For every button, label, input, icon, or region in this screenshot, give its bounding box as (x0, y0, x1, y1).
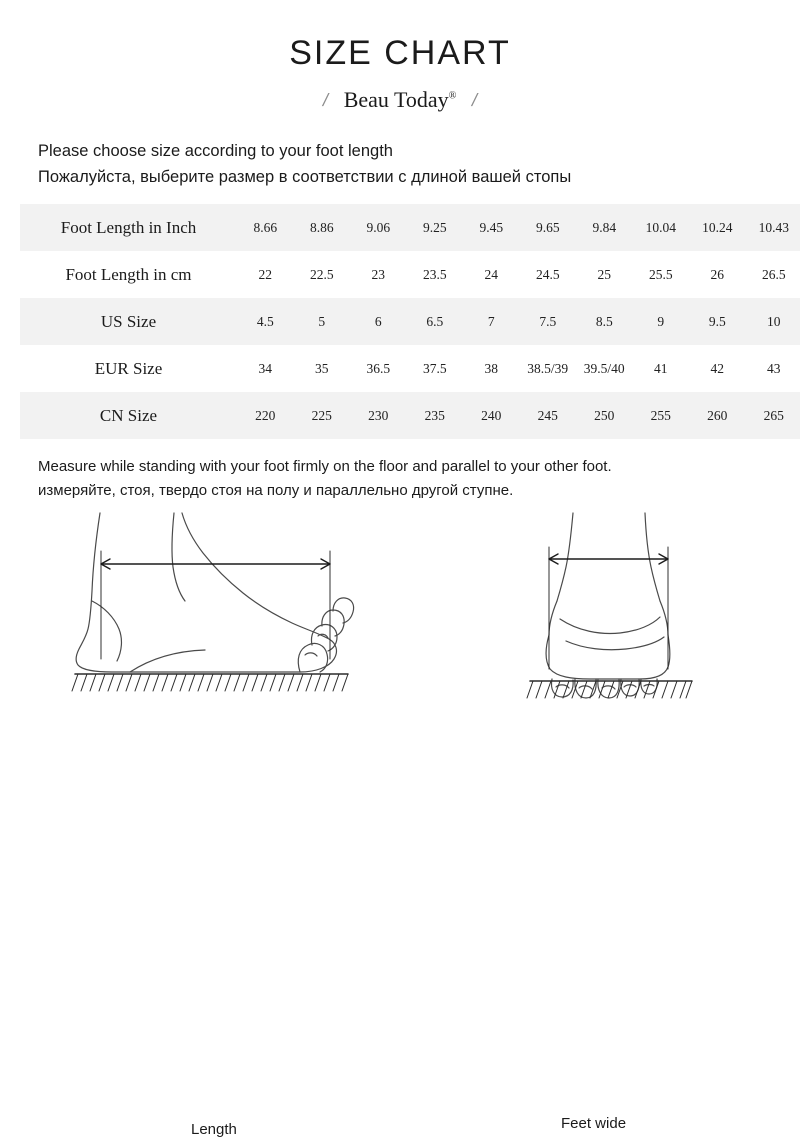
slash-left-icon: / (320, 90, 329, 111)
table-cell: 10.43 (746, 204, 800, 251)
front-view-foot-outline (546, 513, 670, 698)
table-cell: 265 (746, 392, 800, 439)
table-cell: 37.5 (407, 345, 464, 392)
table-cell: 225 (294, 392, 351, 439)
size-table-wrap (20, 204, 780, 439)
ground-hatch-left (72, 674, 348, 691)
foot-illustration (0, 509, 800, 739)
intro-text (38, 139, 800, 190)
table-cell: 230 (350, 392, 407, 439)
table-cell: 25.5 (633, 251, 690, 298)
table-cell: 22 (237, 251, 294, 298)
table-cell: 6.5 (407, 298, 464, 345)
row-label: Foot Length in Inch (20, 204, 237, 251)
table-cell: 42 (689, 345, 746, 392)
table-cell: 4.5 (237, 298, 294, 345)
table-cell: 26 (689, 251, 746, 298)
table-cell: 24.5 (520, 251, 577, 298)
table-cell: 260 (689, 392, 746, 439)
table-cell: 235 (407, 392, 464, 439)
table-row (20, 204, 800, 251)
table-cell: 38 (463, 345, 520, 392)
table-cell: 7.5 (520, 298, 577, 345)
table-cell: 10 (746, 298, 800, 345)
note-line-ru: измеряйте, стоя, твердо стоя на полу и параллельно другой ступне. (38, 479, 800, 503)
table-cell: 240 (463, 392, 520, 439)
table-cell: 9.45 (463, 204, 520, 251)
measure-note (38, 455, 800, 503)
table-cell: 39.5/40 (576, 345, 633, 392)
row-label: EUR Size (20, 345, 237, 392)
table-cell: 24 (463, 251, 520, 298)
length-label: Length (185, 1121, 243, 1138)
table-cell: 9.06 (350, 204, 407, 251)
table-cell: 9.5 (689, 298, 746, 345)
table-cell: 26.5 (746, 251, 800, 298)
brand-text: Beau Today (344, 87, 449, 112)
table-row (20, 345, 800, 392)
table-row (20, 251, 800, 298)
table-cell: 250 (576, 392, 633, 439)
brand-name (344, 87, 457, 113)
feet-wide-label: Feet wide (555, 1115, 632, 1132)
table-cell: 5 (294, 298, 351, 345)
table-cell: 220 (237, 392, 294, 439)
table-cell: 8.86 (294, 204, 351, 251)
row-label: Foot Length in cm (20, 251, 237, 298)
intro-line-en: Please choose size according to your foot length (38, 139, 800, 165)
table-cell: 9.25 (407, 204, 464, 251)
header (0, 0, 800, 113)
table-cell: 36.5 (350, 345, 407, 392)
table-cell: 7 (463, 298, 520, 345)
slash-right-icon: / (470, 90, 479, 111)
table-cell: 41 (633, 345, 690, 392)
table-cell: 10.24 (689, 204, 746, 251)
side-view-foot-outline (76, 513, 353, 672)
intro-line-ru: Пожалуйста, выберите размер в соответствии с длиной вашей стопы (38, 165, 800, 191)
table-cell: 8.5 (576, 298, 633, 345)
page-title: SIZE CHART (0, 34, 800, 73)
table-cell: 35 (294, 345, 351, 392)
table-cell: 34 (237, 345, 294, 392)
table-cell: 23.5 (407, 251, 464, 298)
brand-line (0, 87, 800, 113)
table-cell: 38.5/39 (520, 345, 577, 392)
table-cell: 10.04 (633, 204, 690, 251)
table-cell: 6 (350, 298, 407, 345)
foot-diagram-svg (0, 509, 800, 739)
table-cell: 9.84 (576, 204, 633, 251)
size-table (20, 204, 800, 439)
table-cell: 9 (633, 298, 690, 345)
table-cell: 25 (576, 251, 633, 298)
row-label: CN Size (20, 392, 237, 439)
table-cell: 43 (746, 345, 800, 392)
row-label: US Size (20, 298, 237, 345)
table-cell: 9.65 (520, 204, 577, 251)
table-cell: 23 (350, 251, 407, 298)
table-cell: 245 (520, 392, 577, 439)
note-line-en: Measure while standing with your foot firmly on the floor and parallel to your other foot. (38, 455, 800, 479)
table-row (20, 298, 800, 345)
registered-mark-icon: ® (449, 91, 457, 102)
table-cell: 8.66 (237, 204, 294, 251)
table-cell: 255 (633, 392, 690, 439)
table-row (20, 392, 800, 439)
table-cell: 22.5 (294, 251, 351, 298)
